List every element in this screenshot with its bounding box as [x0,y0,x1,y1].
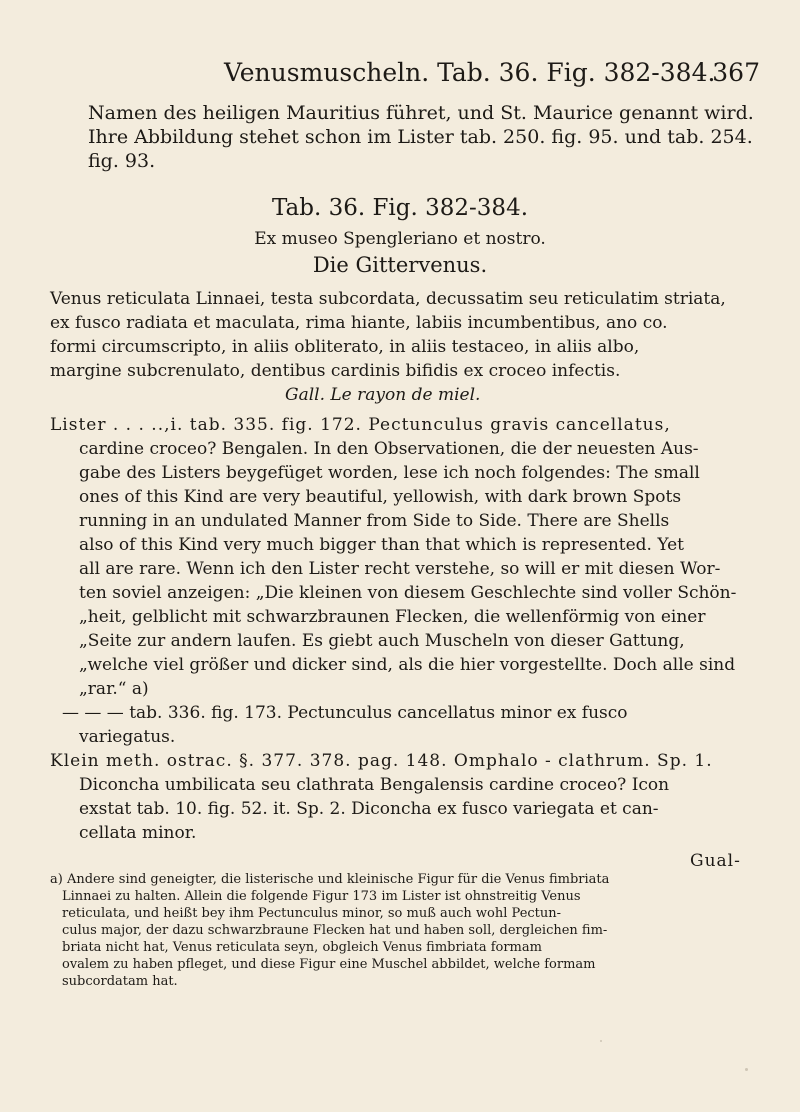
footnote-line: ovalem zu haben pfleget, und diese Figur eine Muschel abbildet, welche formam [62,957,596,972]
lister-line: „Seite zur andern laufen. Es giebt auch Muscheln von dieser Gattung, [79,631,685,651]
lister-line: also of this Kind very much bigger than that which is represented. Yet [79,535,685,555]
species-title: Die Gittervenus. [312,253,488,277]
footnote-line: a) Andere sind geneigter, die listerische und kleinische Figur für die Venus fimbriata [50,872,610,887]
plate-heading: Tab. 36. Fig. 382-384. [271,195,529,221]
intro-line: fig. 93. [88,150,156,172]
description-line: ex fusco radiata et maculata, rima hiante, labiis incumbentibus, ano co. [50,313,668,333]
lister-line: all are rare. Wenn ich den Lister recht verstehe, so will er mit diesen Wor- [79,559,721,579]
lister-line: „welche viel größer und dicker sind, als die hier vorgestellte. Doch alle sind [79,655,736,675]
lister-line: cardine croceo? Bengalen. In den Observationen, die der neuesten Aus- [79,439,699,459]
running-header [0,58,800,92]
klein-line: cellata minor. [79,823,197,843]
lister-line: running in an undulated Manner from Side to Side. There are Shells [79,511,670,531]
running-title: Venusmuscheln. Tab. 36. Fig. 382-384. [224,58,716,87]
description-line: Gall. Le rayon de miel. [285,385,481,405]
lister-line: gabe des Listers beygefüget worden, lese ich noch folgendes: The small [79,463,700,483]
intro-line: Ihre Abbildung stehet schon im Lister tab. 250. fig. 95. und tab. 254. [88,126,753,148]
lister-line: „heit, gelblicht mit schwarzbraunen Flecken, die wellenförmig von einer [79,607,706,627]
klein-line: Diconcha umbilicata seu clathrata Bengalensis cardine croceo? Icon [79,775,670,795]
lister-line: ten soviel anzeigen: „Die kleinen von diesem Geschlechte sind voller Schön- [79,583,737,603]
klein-line: Klein meth. ostrac. §. 377. 378. pag. 148. Omphalo - clathrum. Sp. 1. [50,751,713,771]
paper-speck [600,1040,602,1042]
footnote-line: reticulata, und heißt bey ihm Pectunculus minor, so muß auch wohl Pectun- [62,906,562,921]
catchword: Gual- [690,851,741,871]
lister-line: Lister . . . ..,i. tab. 335. fig. 172. Pectunculus gravis cancellatus, [50,415,671,435]
museum-heading: Ex museo Spengleriano et nostro. [254,229,546,249]
footnote-line: briata nicht hat, Venus reticulata seyn, obgleich Venus fimbriata formam [62,940,542,955]
klein-line: exstat tab. 10. fig. 52. it. Sp. 2. Diconcha ex fusco variegata et can- [79,799,659,819]
page-number: 367 [712,58,760,87]
lister-line: — — — tab. 336. fig. 173. Pectunculus cancellatus minor ex fusco [62,703,628,723]
intro-line: Namen des heiligen Mauritius führet, und St. Maurice genannt wird. [88,102,754,124]
footnote-line: Linnaei zu halten. Allein die folgende Figur 173 im Lister ist ohnstreitig Venus [62,889,581,904]
footnote-line: subcordatam hat. [62,974,178,989]
paper-speck [745,1068,748,1071]
description-line: formi circumscripto, in aliis obliterato, in aliis testaceo, in aliis albo, [50,337,640,357]
description-line: Venus reticulata Linnaei, testa subcordata, decussatim seu reticulatim striata, [50,289,726,309]
lister-line: „rar.“ a) [79,679,149,699]
footnote-line: culus major, der dazu schwarzbraune Flecken hat und haben soll, dergleichen fim- [62,923,608,938]
description-line: margine subcrenulato, dentibus cardinis bifidis ex croceo infectis. [50,361,621,381]
lister-line: variegatus. [79,727,176,747]
lister-line: ones of this Kind are very beautiful, yellowish, with dark brown Spots [79,487,682,507]
